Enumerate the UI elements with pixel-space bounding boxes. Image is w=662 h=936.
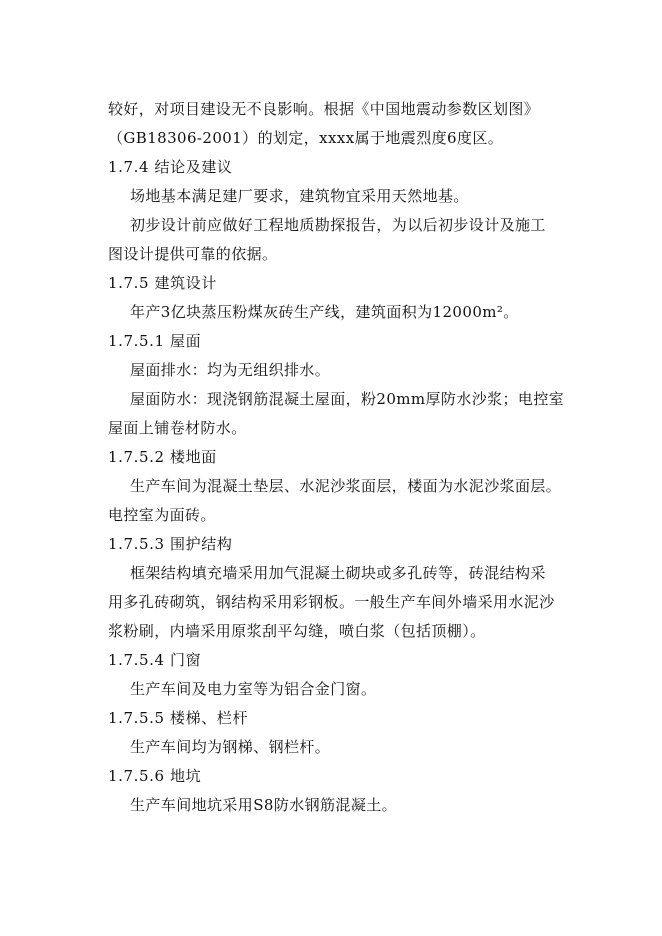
body-line: 图设计提供可靠的依据。 xyxy=(108,245,278,263)
body-line: （GB18306-2001）的划定，xxxx属于地震烈度6度区。 xyxy=(108,129,504,147)
body-line: 电控室为面砖。 xyxy=(108,506,216,524)
section-heading: 1.7.5.6 地坑 xyxy=(108,767,202,785)
paragraph-line: 初步设计前应做好工程地质勘探报告，为以后初步设计及施工 xyxy=(130,216,546,234)
paragraph-line: 生产车间地坑采用S8防水钢筋混凝土。 xyxy=(130,796,398,814)
paragraph-line: 屋面防水：现浇钢筋混凝土屋面，粉20mm厚防水沙浆；电控室 xyxy=(130,390,565,408)
paragraph-line: 生产车间均为钢梯、钢栏杆。 xyxy=(130,738,331,756)
paragraph-line: 年产3亿块蒸压粉煤灰砖生产线，建筑面积为12000m²。 xyxy=(130,303,519,321)
document-body xyxy=(108,95,568,820)
paragraph-line: 场地基本满足建厂要求，建筑物宜采用天然地基。 xyxy=(130,187,469,205)
section-heading: 1.7.5.2 楼地面 xyxy=(108,448,217,466)
section-heading: 1.7.5 建筑设计 xyxy=(108,274,217,292)
section-heading: 1.7.5.1 屋面 xyxy=(108,332,202,350)
section-heading: 1.7.4 结论及建议 xyxy=(108,158,233,176)
body-line: 较好，对项目建设无不良影响。根据《中国地震动参数区划图》 xyxy=(108,100,540,118)
section-heading: 1.7.5.4 门窗 xyxy=(108,651,202,669)
section-heading: 1.7.5.5 楼梯、栏杆 xyxy=(108,709,249,727)
body-line: 用多孔砖砌筑，钢结构采用彩钢板。一般生产车间外墙采用水泥沙 xyxy=(108,593,555,611)
body-line: 浆粉刷，内墙采用原浆刮平勾缝，喷白浆（包括顶棚）。 xyxy=(108,622,486,640)
section-heading: 1.7.5.3 围护结构 xyxy=(108,535,233,553)
body-line: 屋面上铺卷材防水。 xyxy=(108,419,247,437)
paragraph-line: 生产车间为混凝土垫层、水泥沙浆面层，楼面为水泥沙浆面层。 xyxy=(130,477,562,495)
paragraph-line: 屋面排水：均为无组织排水。 xyxy=(130,361,331,379)
paragraph-line: 框架结构填充墙采用加气混凝土砌块或多孔砖等，砖混结构采 xyxy=(130,564,546,582)
paragraph-line: 生产车间及电力室等为铝合金门窗。 xyxy=(130,680,377,698)
